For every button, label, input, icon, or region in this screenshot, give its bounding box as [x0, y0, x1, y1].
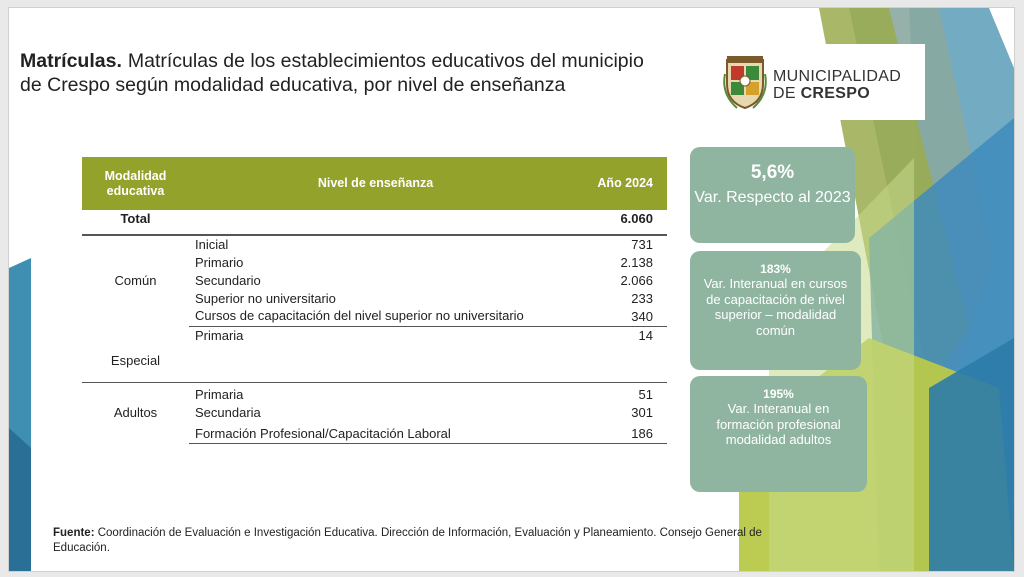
nivel-cell: Primaria	[195, 386, 244, 402]
nivel-cell: Superior no universitario	[195, 291, 336, 306]
table-header-row	[82, 157, 667, 210]
enrollment-table	[82, 157, 667, 444]
title-lead: Matrículas.	[20, 50, 122, 72]
callout-variation-adultos	[690, 376, 867, 492]
nivel-cell: Secundaria	[195, 404, 261, 420]
nivel-cell: Secundario	[195, 273, 261, 288]
source-label: Fuente:	[53, 527, 95, 539]
table-row	[82, 382, 667, 404]
header-modalidad: Modalidad educativa	[82, 157, 189, 210]
modalidad-cell: Común	[114, 273, 157, 289]
logo-text	[773, 68, 901, 102]
municipality-logo	[713, 44, 925, 120]
logo-line1: MUNICIPALIDAD	[773, 68, 902, 85]
value-cell: 233	[631, 291, 653, 306]
crest-icon	[723, 54, 767, 110]
callout-text: Var. Interanual en cursos de capacitación de nivel superior – modalidad común	[703, 276, 848, 338]
callout-variation-2023	[690, 147, 855, 243]
total-row	[82, 210, 667, 235]
total-label: Total	[82, 210, 189, 235]
callout-value: 195%	[763, 387, 794, 401]
nivel-cell: Primaria	[189, 327, 562, 383]
value-cell: 51	[638, 386, 653, 402]
value-cell: 2.138	[620, 255, 653, 270]
value-cell: 2.066	[620, 273, 653, 288]
nivel-cell: Formación Profesional/Capacitación Laboral	[189, 422, 562, 444]
nivel-cell: Cursos de capacitación del nivel superior no universitario	[189, 308, 562, 327]
source-text: Coordinación de Evaluación e Investigación Educativa. Dirección de Información, Evaluación y Planeamiento. Consejo General de Educación.	[53, 527, 762, 554]
modalidad-cell: Especial	[82, 327, 189, 383]
logo-line2-prefix: DE	[773, 85, 796, 102]
logo-line2	[773, 85, 901, 102]
value-cell: 340	[562, 308, 667, 327]
header-year: Año 2024	[562, 157, 667, 210]
value-cell: 301	[631, 404, 653, 420]
page-title	[20, 49, 660, 97]
value-cell: 731	[631, 237, 653, 252]
value-cell: 186	[562, 422, 667, 444]
value-cell: 14	[562, 327, 667, 383]
modalidad-cell: Adultos	[113, 404, 158, 420]
callout-text: Var. Interanual en formación profesional modalidad adultos	[716, 401, 841, 447]
title-text: Matrículas de los establecimientos educativos del municipio de Crespo según modalidad educativa, por nivel de enseñanza	[20, 50, 644, 96]
nivel-cell: Primario	[195, 255, 244, 270]
callout-text: Var. Respecto al 2023	[694, 189, 851, 206]
nivel-cell: Inicial	[195, 237, 229, 252]
slide	[8, 7, 1015, 572]
callout-variation-superior	[690, 251, 861, 370]
callout-value: 183%	[760, 262, 791, 276]
table-row	[82, 327, 667, 383]
table-row	[82, 235, 667, 254]
header-nivel: Nivel de enseñanza	[189, 157, 562, 210]
source-note	[53, 526, 813, 556]
callout-value: 5,6%	[750, 162, 795, 183]
total-value: 6.060	[562, 210, 667, 235]
logo-line2-bold: CRESPO	[800, 85, 870, 102]
